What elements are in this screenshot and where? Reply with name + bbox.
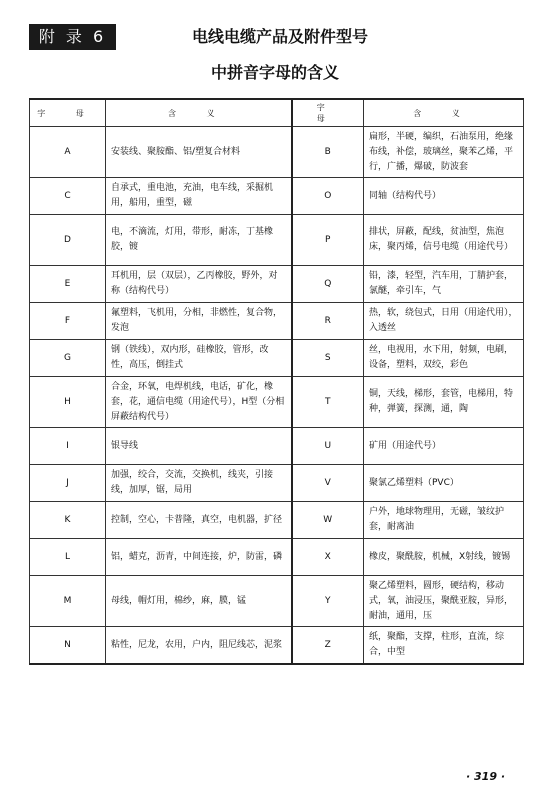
meaning-cell: 铜，天线，梯形，套管，电梯用，特种，弹簧，探测，通，陶 bbox=[364, 377, 524, 428]
header-letter-1: 字 母 bbox=[30, 99, 106, 127]
meaning-cell: 安装线、聚胺酯、铝/塑复合材料 bbox=[106, 127, 292, 178]
table-row bbox=[30, 303, 524, 340]
letter-cell: X bbox=[292, 539, 364, 576]
table-row bbox=[30, 465, 524, 502]
meaning-cell: 银导线 bbox=[106, 428, 292, 465]
letter-cell: Y bbox=[292, 576, 364, 627]
letter-cell: R bbox=[292, 303, 364, 340]
meaning-cell: 铅，漆，轻型，汽车用，丁腈护套，氯醚，牵引车，气 bbox=[364, 266, 524, 303]
table-row bbox=[30, 266, 524, 303]
letter-cell: H bbox=[30, 377, 106, 428]
table-row bbox=[30, 377, 524, 428]
meaning-cell: 铝，蜡克，沥青，中间连接，炉，防雷，磷 bbox=[106, 539, 292, 576]
letter-cell: L bbox=[30, 539, 106, 576]
table-row bbox=[30, 428, 524, 465]
meaning-cell: 橡皮，聚酰胺，机械，X射线，镀锡 bbox=[364, 539, 524, 576]
meaning-cell: 合金，环氧，电焊机线，电话，矿化，橡套，花，通信电缆（用途代号），H型（分相屏蔽结构代号） bbox=[106, 377, 292, 428]
page-title: 电线电缆产品及附件型号 bbox=[191, 27, 368, 46]
letter-meaning-table bbox=[29, 98, 524, 665]
letter-cell: W bbox=[292, 502, 364, 539]
meaning-cell: 同轴（结构代号） bbox=[364, 178, 524, 215]
table-header-row bbox=[30, 99, 524, 127]
meaning-cell: 耳机用，层（双层），乙丙橡胶，野外，对称（结构代号） bbox=[106, 266, 292, 303]
letter-cell: U bbox=[292, 428, 364, 465]
meaning-cell: 纸，聚酯，支撑，柱形，直流，综合，中型 bbox=[364, 627, 524, 665]
meaning-cell: 聚氯乙烯塑料（PVC） bbox=[364, 465, 524, 502]
meaning-cell: 扁形，半硬，编织，石油泵用，绝缘布线，补偿，玻璃丝，聚苯乙烯，平行，广播，爆破，防波套 bbox=[364, 127, 524, 178]
page-subtitle: 中拼音字母的含义 bbox=[210, 63, 339, 82]
page-number: · 319 · bbox=[466, 770, 505, 783]
letter-cell: V bbox=[292, 465, 364, 502]
letter-cell: M bbox=[30, 576, 106, 627]
letter-cell: T bbox=[292, 377, 364, 428]
letter-cell: A bbox=[30, 127, 106, 178]
meaning-cell: 加强，绞合，交流，交换机，线夹，引接线，加厚，锯，局用 bbox=[106, 465, 292, 502]
table-row bbox=[30, 127, 524, 178]
letter-cell: F bbox=[30, 303, 106, 340]
letter-cell: B bbox=[292, 127, 364, 178]
letter-cell: P bbox=[292, 215, 364, 266]
meaning-cell: 氟塑料，飞机用，分相，非燃性，复合物，发泡 bbox=[106, 303, 292, 340]
letter-cell: J bbox=[30, 465, 106, 502]
letter-cell: O bbox=[292, 178, 364, 215]
header-letter-2: 字 母 bbox=[292, 99, 364, 127]
table-row bbox=[30, 178, 524, 215]
meaning-cell: 聚乙烯塑料，圆形，硬结构，移动式，氧，油浸压，聚酰亚胺，异形，耐油，通用，压 bbox=[364, 576, 524, 627]
table-row bbox=[30, 215, 524, 266]
meaning-cell: 母线，帽灯用，棉纱，麻，膜，锰 bbox=[106, 576, 292, 627]
letter-cell: E bbox=[30, 266, 106, 303]
letter-cell: I bbox=[30, 428, 106, 465]
letter-cell: D bbox=[30, 215, 106, 266]
table-row bbox=[30, 502, 524, 539]
letter-cell: S bbox=[292, 340, 364, 377]
meaning-cell: 矿用（用途代号） bbox=[364, 428, 524, 465]
letter-cell: G bbox=[30, 340, 106, 377]
meaning-cell: 热，软，绕包式，日用（用途代用），入透丝 bbox=[364, 303, 524, 340]
table-row bbox=[30, 340, 524, 377]
meaning-cell: 户外，地球物理用，无磁，皱纹护套，耐离油 bbox=[364, 502, 524, 539]
letter-cell: Z bbox=[292, 627, 364, 665]
table-row bbox=[30, 539, 524, 576]
letter-cell: N bbox=[30, 627, 106, 665]
letter-cell: Q bbox=[292, 266, 364, 303]
meaning-cell: 钢（铁线），双内形，硅橡胶，管形，改性，高压，倒挂式 bbox=[106, 340, 292, 377]
meaning-cell: 粘性，尼龙，农用，户内，阻尼线芯，泥浆 bbox=[106, 627, 292, 665]
meaning-cell: 自承式，重电池，充油，电车线，采掘机用，船用，重型，磁 bbox=[106, 178, 292, 215]
meaning-cell: 电，不滴流，灯用，带形，耐冻，丁基橡胶，镀 bbox=[106, 215, 292, 266]
table-row bbox=[30, 627, 524, 665]
meaning-cell: 控制，空心，卡普隆，真空，电机器，扩径 bbox=[106, 502, 292, 539]
meaning-cell: 丝，电视用，水下用，射频，电刷，设备，塑料，双绞，彩色 bbox=[364, 340, 524, 377]
meaning-cell: 排状，屏蔽，配线，贫油型，焦泡床，聚丙烯，信号电缆（用途代号） bbox=[364, 215, 524, 266]
appendix-badge: 附 录 6 bbox=[29, 24, 116, 50]
table-row bbox=[30, 576, 524, 627]
header-meaning-2: 含 义 bbox=[364, 99, 524, 127]
header-meaning-1: 含 义 bbox=[106, 99, 292, 127]
letter-cell: K bbox=[30, 502, 106, 539]
letter-cell: C bbox=[30, 178, 106, 215]
